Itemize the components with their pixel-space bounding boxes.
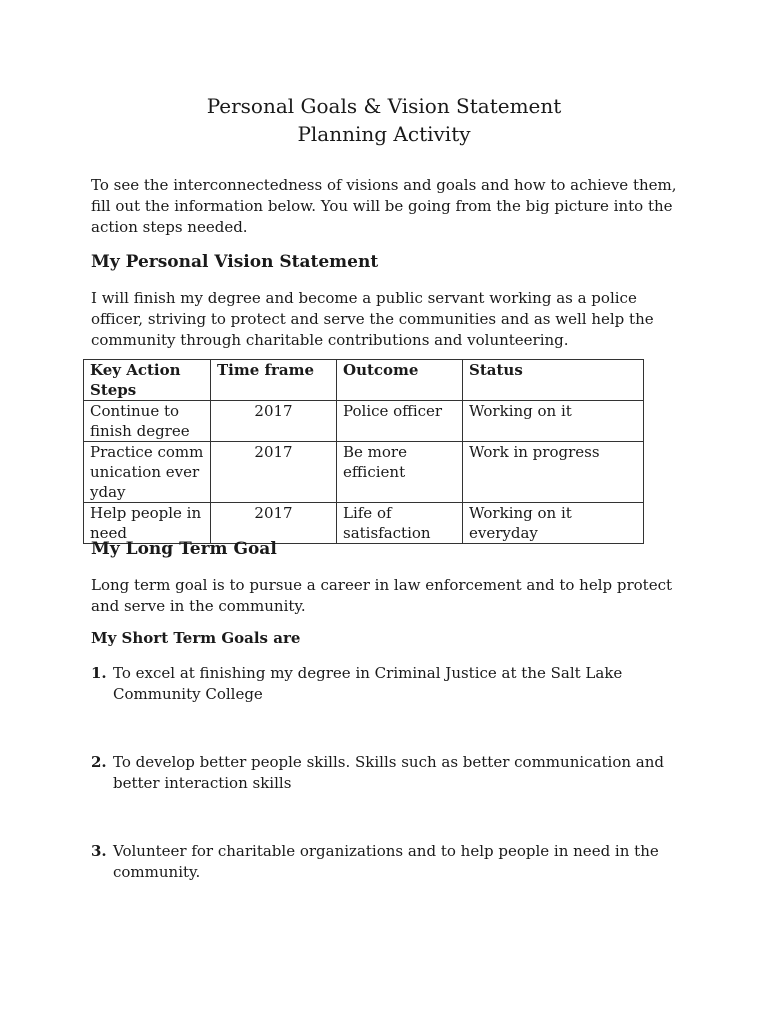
list-item xyxy=(91,663,691,705)
table-row xyxy=(84,442,644,503)
table-header-row xyxy=(84,360,644,401)
table-cell: Police officer xyxy=(337,401,463,442)
long-term-paragraph: Long term goal is to pursue a career in law enforcement and to help protect and serve in the community. xyxy=(91,576,673,615)
table-cell: Working on it everyday xyxy=(463,503,644,544)
title-line-2: Planning Activity xyxy=(297,122,471,146)
table-cell: Practice communication everyday xyxy=(84,442,211,503)
short-term-heading: My Short Term Goals are xyxy=(91,629,301,647)
table-header-cell: Status xyxy=(463,360,644,401)
table-cell: Working on it xyxy=(463,401,644,442)
table-header-cell: Outcome xyxy=(337,360,463,401)
intro-paragraph: To see the interconnectedness of visions and goals and how to achieve them, fill out the information below. You will be going from the big picture into the action steps needed. xyxy=(91,176,677,236)
title-line-1: Personal Goals & Vision Statement xyxy=(206,94,562,118)
table-cell: Help people in need xyxy=(84,503,211,544)
vision-paragraph: I will finish my degree and become a public servant working as a police officer, striving to protect and serve the communities and as well help the community through charitable contributions and volunteering. xyxy=(91,289,654,349)
table-cell: 2017 xyxy=(211,401,337,442)
vision-heading: My Personal Vision Statement xyxy=(91,252,379,272)
table-row xyxy=(84,401,644,442)
table-row xyxy=(84,503,644,544)
table-header-cell: Key Action Steps xyxy=(84,360,211,401)
table-cell: 2017 xyxy=(211,442,337,503)
list-item-number: 3. xyxy=(91,842,107,860)
table-cell: Be more efficient xyxy=(337,442,463,503)
long-term-heading: My Long Term Goal xyxy=(91,539,277,559)
list-item-number: 2. xyxy=(91,753,107,771)
table-cell: 2017 xyxy=(211,503,337,544)
list-item-text: To excel at finishing my degree in Criminal Justice at the Salt Lake Community College xyxy=(113,664,623,703)
document-title xyxy=(0,92,768,148)
list-item-text: To develop better people skills. Skills such as better communication and better interaction skills xyxy=(113,753,664,792)
table-cell: Life of satisfaction xyxy=(337,503,463,544)
action-steps-table xyxy=(83,359,644,544)
list-item-number: 1. xyxy=(91,664,107,682)
list-item xyxy=(91,841,691,883)
table-cell: Continue to finish degree xyxy=(84,401,211,442)
list-item xyxy=(91,752,691,794)
list-item-text: Volunteer for charitable organizations and to help people in need in the community. xyxy=(113,842,659,881)
table-header-cell: Time frame xyxy=(211,360,337,401)
table-cell: Work in progress xyxy=(463,442,644,503)
